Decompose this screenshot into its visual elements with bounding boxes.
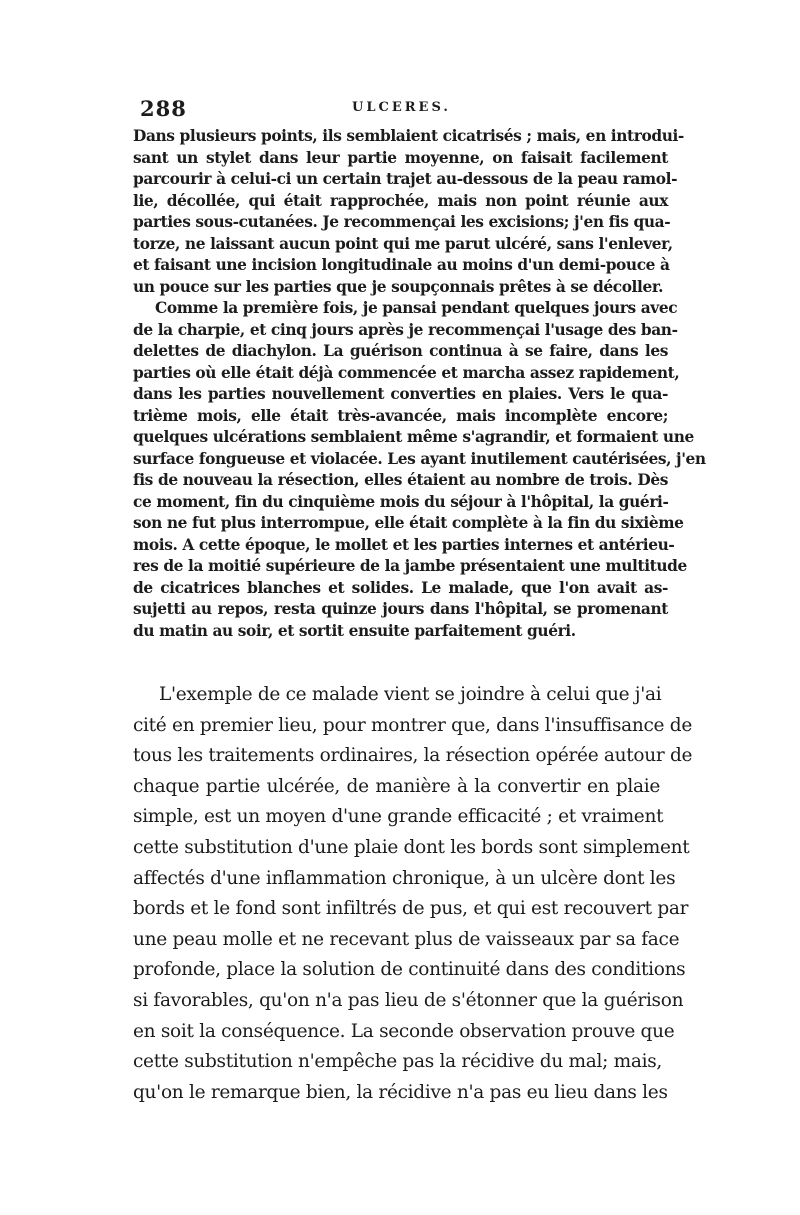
commentary-line: tous les traitements ordinaires, la résection opérée autour de — [133, 745, 693, 767]
commentary-line: une peau molle et ne recevant plus de vaisseaux par sa face — [133, 928, 680, 950]
running-head: ULCERES. — [352, 100, 451, 115]
observation-line: quelques ulcérations semblaient même s'agrandir, et formaient une — [133, 428, 694, 446]
observation-line: Comme la première fois, je pansai pendant quelques jours avec — [155, 299, 678, 317]
observation-line: parcourir à celui-ci un certain trajet au-dessous de la peau ramol- — [133, 170, 678, 188]
commentary-line: en soit la conséquence. La seconde observation prouve que — [133, 1020, 675, 1042]
observation-line: du matin au soir, et sortit ensuite parfaitement guéri. — [133, 621, 576, 640]
commentary-line: affectés d'une inflammation chronique, à un ulcère dont les — [133, 867, 676, 889]
observation-line: de la charpie, et cinq jours après je recommençai l'usage des ban- — [133, 320, 678, 339]
observation-line: ce moment, fin du cinquième mois du séjour à l'hôpital, la guéri- — [133, 492, 669, 511]
commentary-line: cette substitution n'empêche pas la récidive du mal; mais, — [133, 1051, 663, 1073]
observation-line: sujetti au repos, resta quinze jours dans l'hôpital, se promenant — [133, 600, 668, 618]
commentary-line: profonde, place la solution de continuité dans des conditions — [133, 959, 686, 981]
commentary-line: L'exemple de ce malade vient se joindre à celui que j'ai — [159, 684, 662, 705]
observation-line: parties où elle était déjà commencée et marcha assez rapidement, — [133, 363, 680, 382]
observation-line: sant un stylet dans leur partie moyenne, on faisait facilement — [133, 148, 668, 167]
observation-line: son ne fut plus interrompue, elle était complète à la fin du sixième — [133, 514, 684, 532]
page-header — [132, 96, 664, 120]
observation-paragraphs — [133, 126, 706, 642]
observation-line: fis de nouveau la résection, elles étaient au nombre de trois. Dès — [133, 471, 668, 489]
observation-line: lie, décollée, qui était rapprochée, mais non point réunie aux — [133, 191, 668, 210]
commentary-line: cette substitution d'une plaie dont les bords sont simplement — [133, 836, 690, 858]
observation-line: de cicatrices blanches et solides. Le malade, que l'on avait as- — [133, 578, 668, 597]
commentary-line: simple, est un moyen d'une grande efficacité ; et vraiment — [133, 806, 664, 828]
observation-line: torze, ne laissant aucun point qui me parut ulcéré, sans l'enlever, — [133, 234, 673, 253]
commentary-line: bords et le fond sont infiltrés de pus, et qui est recouvert par — [133, 898, 689, 920]
commentary-paragraph — [133, 680, 693, 1108]
observation-line: trième mois, elle était très-avancée, mais incomplète encore; — [133, 406, 668, 425]
observation-line: et faisant une incision longitudinale au moins d'un demi-pouce à — [133, 256, 670, 274]
commentary-line: si favorables, qu'on n'a pas lieu de s'étonner que la guérison — [133, 989, 684, 1011]
commentary-line: chaque partie ulcérée, de manière à la convertir en plaie — [133, 775, 660, 797]
observation-line: Dans plusieurs points, ils semblaient cicatrisés ; mais, en introdui- — [133, 127, 684, 145]
observation-line: dans les parties nouvellement converties en plaies. Vers le qua- — [133, 385, 668, 403]
observation-line: delettes de diachylon. La guérison continua à se faire, dans les — [133, 342, 668, 360]
observation-line: res de la moitié supérieure de la jambe présentaient une multitude — [133, 557, 687, 575]
observation-line: parties sous-cutanées. Je recommençai les excisions; j'en fis qua- — [133, 213, 671, 231]
observation-line: un pouce sur les parties que je soupçonnais prêtes à se décoller. — [133, 277, 664, 296]
observation-line: mois. A cette époque, le mollet et les parties internes et antérieu- — [133, 535, 675, 554]
commentary-line: cité en premier lieu, pour montrer que, dans l'insuffisance de — [133, 714, 692, 736]
page-number: 288 — [140, 96, 187, 121]
commentary-line: qu'on le remarque bien, la récidive n'a pas eu lieu dans les — [133, 1081, 668, 1103]
observation-line: surface fongueuse et violacée. Les ayant inutilement cautérisées, j'en — [133, 449, 706, 468]
